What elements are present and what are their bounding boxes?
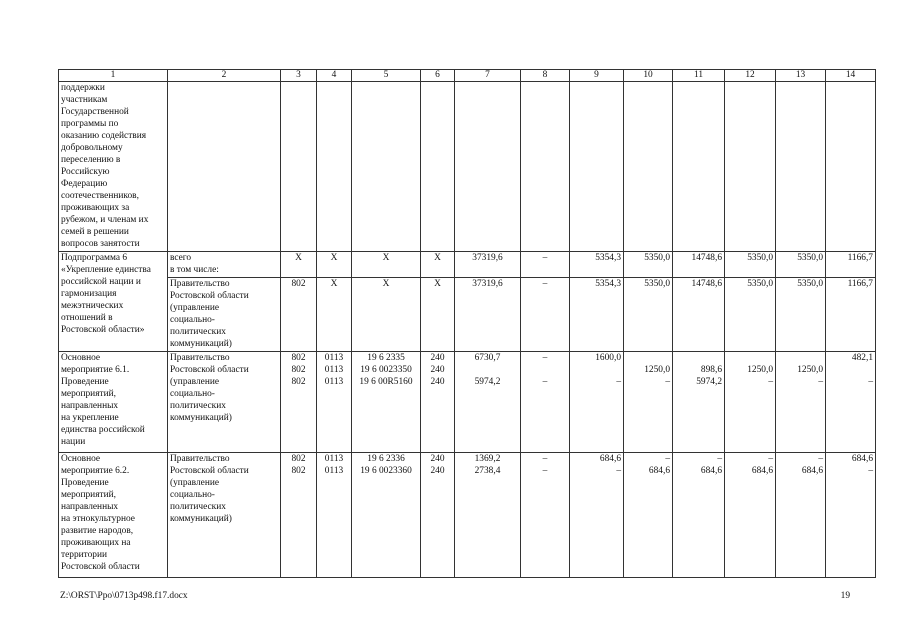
- cell: 240: [430, 377, 445, 387]
- col-header: 4: [317, 70, 352, 82]
- cell: –: [521, 252, 570, 278]
- cell: 240: [430, 365, 445, 375]
- cell: [626, 352, 670, 364]
- col-header: 7: [455, 70, 521, 82]
- cell: [457, 364, 518, 376]
- executor-cell: Правительство Ростовской области (управление социально- политических коммуникаций): [168, 352, 281, 453]
- cell: 19 6 0023350: [360, 365, 412, 375]
- cell: 684,6: [851, 454, 873, 464]
- cell: 1600,0: [595, 353, 621, 363]
- cell: 5350,0: [624, 278, 673, 352]
- cell: –: [542, 377, 548, 387]
- cell: –: [542, 454, 548, 464]
- cell: –: [542, 466, 548, 476]
- executor-cell: всего в том числе:: [168, 252, 281, 278]
- col-header: 11: [673, 70, 725, 82]
- col-header: 1: [59, 70, 168, 82]
- table-row: [59, 82, 876, 252]
- cell: 684,6: [700, 466, 722, 476]
- cell: 240: [430, 466, 445, 476]
- cell: Х: [352, 252, 421, 278]
- cell: 802: [291, 365, 306, 375]
- cell: 802: [291, 353, 306, 363]
- cell: –: [665, 377, 670, 387]
- cell: –: [868, 466, 873, 476]
- cell: –: [542, 353, 548, 363]
- cell: 0113: [324, 365, 344, 375]
- executor-cell: Правительство Ростовской области (управление социально- политических коммуникаций): [168, 278, 281, 352]
- cell: [523, 364, 567, 376]
- cell: 240: [430, 454, 445, 464]
- cell: –: [717, 454, 722, 464]
- cell: 802: [281, 278, 317, 352]
- cell: Х: [352, 278, 421, 352]
- cell: 0113: [324, 353, 344, 363]
- cell: 19 6 00R5160: [359, 377, 413, 387]
- cell: 684,6: [801, 466, 823, 476]
- cell: [828, 364, 873, 376]
- cell: 0113: [324, 466, 344, 476]
- cell: 684,6: [751, 466, 773, 476]
- col-header: 5: [352, 70, 421, 82]
- cell: 5974,2: [474, 377, 501, 387]
- cell: 1166,7: [826, 252, 876, 278]
- cell: –: [521, 278, 570, 352]
- cell: 802: [291, 466, 306, 476]
- cell: –: [768, 454, 773, 464]
- header-row: [59, 70, 876, 82]
- col-header: 10: [624, 70, 673, 82]
- cell: –: [868, 377, 873, 387]
- table-row: [59, 278, 876, 352]
- cell: 14748,6: [673, 252, 725, 278]
- col-header: 9: [570, 70, 624, 82]
- cell: –: [616, 377, 621, 387]
- cell: 240: [430, 353, 445, 363]
- cell: –: [616, 466, 621, 476]
- cell: [727, 352, 773, 364]
- cell: 5974,2: [696, 377, 722, 387]
- cell: 5350,0: [776, 278, 826, 352]
- cell: 19 6 2335: [367, 353, 405, 363]
- cell: 802: [291, 377, 306, 387]
- table-row: [59, 453, 876, 578]
- col-header: 2: [168, 70, 281, 82]
- cell: 5354,3: [570, 278, 624, 352]
- table-row: [59, 352, 876, 453]
- cell: 684,6: [599, 454, 621, 464]
- cell: 37319,6: [455, 252, 521, 278]
- budget-table: [58, 69, 876, 578]
- cell: Х: [281, 252, 317, 278]
- cell: 19 6 2336: [367, 454, 405, 464]
- cell: 482,1: [851, 353, 873, 363]
- cell: Х: [421, 252, 455, 278]
- cell: 1369,2: [474, 454, 501, 464]
- table-row: [59, 252, 876, 278]
- col-header: 14: [826, 70, 876, 82]
- subprogram-6-title: Подпрограмма 6 «Укрепление единства российской нации и гармонизация межэтнических отношений в Ростовской области»: [59, 252, 168, 352]
- cell: 0113: [324, 377, 344, 387]
- cell: [572, 364, 621, 376]
- cell: 2738,4: [474, 466, 501, 476]
- cell: 684,6: [648, 466, 670, 476]
- cell: 802: [291, 454, 306, 464]
- cell: 14748,6: [673, 278, 725, 352]
- cell: –: [818, 454, 823, 464]
- cell: 5350,0: [725, 278, 776, 352]
- cell: 1250,0: [797, 365, 823, 375]
- cell: 898,6: [700, 365, 722, 375]
- cell: 5354,3: [570, 252, 624, 278]
- col-header: 13: [776, 70, 826, 82]
- cell: 5350,0: [776, 252, 826, 278]
- col-header: 3: [281, 70, 317, 82]
- cell: Х: [317, 252, 352, 278]
- event-6-2-title: Основное мероприятие 6.2. Проведение мероприятий, направленных на этнокультурное развитие народов, проживающих на территории Ростовской области: [59, 453, 168, 578]
- col-header: 8: [521, 70, 570, 82]
- cell: 6730,7: [474, 353, 501, 363]
- cell: 1250,0: [644, 365, 670, 375]
- cell: 37319,6: [455, 278, 521, 352]
- support-text-cell: поддержки участникам Государственной программы по оказанию содействия добровольному переселению в Российскую Федерацию соотечественников, проживающих за рубежом, и членам их семей в решении вопросов занятости: [59, 82, 168, 252]
- cell: 0113: [324, 454, 344, 464]
- event-6-1-title: Основное мероприятие 6.1. Проведение мероприятий, направленных на укрепление единства российской нации: [59, 352, 168, 453]
- cell: 5350,0: [624, 252, 673, 278]
- cell: 5350,0: [725, 252, 776, 278]
- executor-cell: Правительство Ростовской области (управление социально- политических коммуникаций): [168, 453, 281, 578]
- cell: 19 6 0023360: [360, 466, 412, 476]
- cell: –: [818, 377, 823, 387]
- col-header: 6: [421, 70, 455, 82]
- cell: –: [768, 377, 773, 387]
- cell: Х: [421, 278, 455, 352]
- file-path: Z:\ORST\Ppo\0713p498.f17.docx: [60, 591, 188, 601]
- cell: Х: [317, 278, 352, 352]
- cell: 1166,7: [826, 278, 876, 352]
- cell: [778, 352, 823, 364]
- col-header: 12: [725, 70, 776, 82]
- cell: –: [665, 454, 670, 464]
- cell: [675, 352, 722, 364]
- page-number: 19: [840, 591, 850, 601]
- cell: 1250,0: [747, 365, 773, 375]
